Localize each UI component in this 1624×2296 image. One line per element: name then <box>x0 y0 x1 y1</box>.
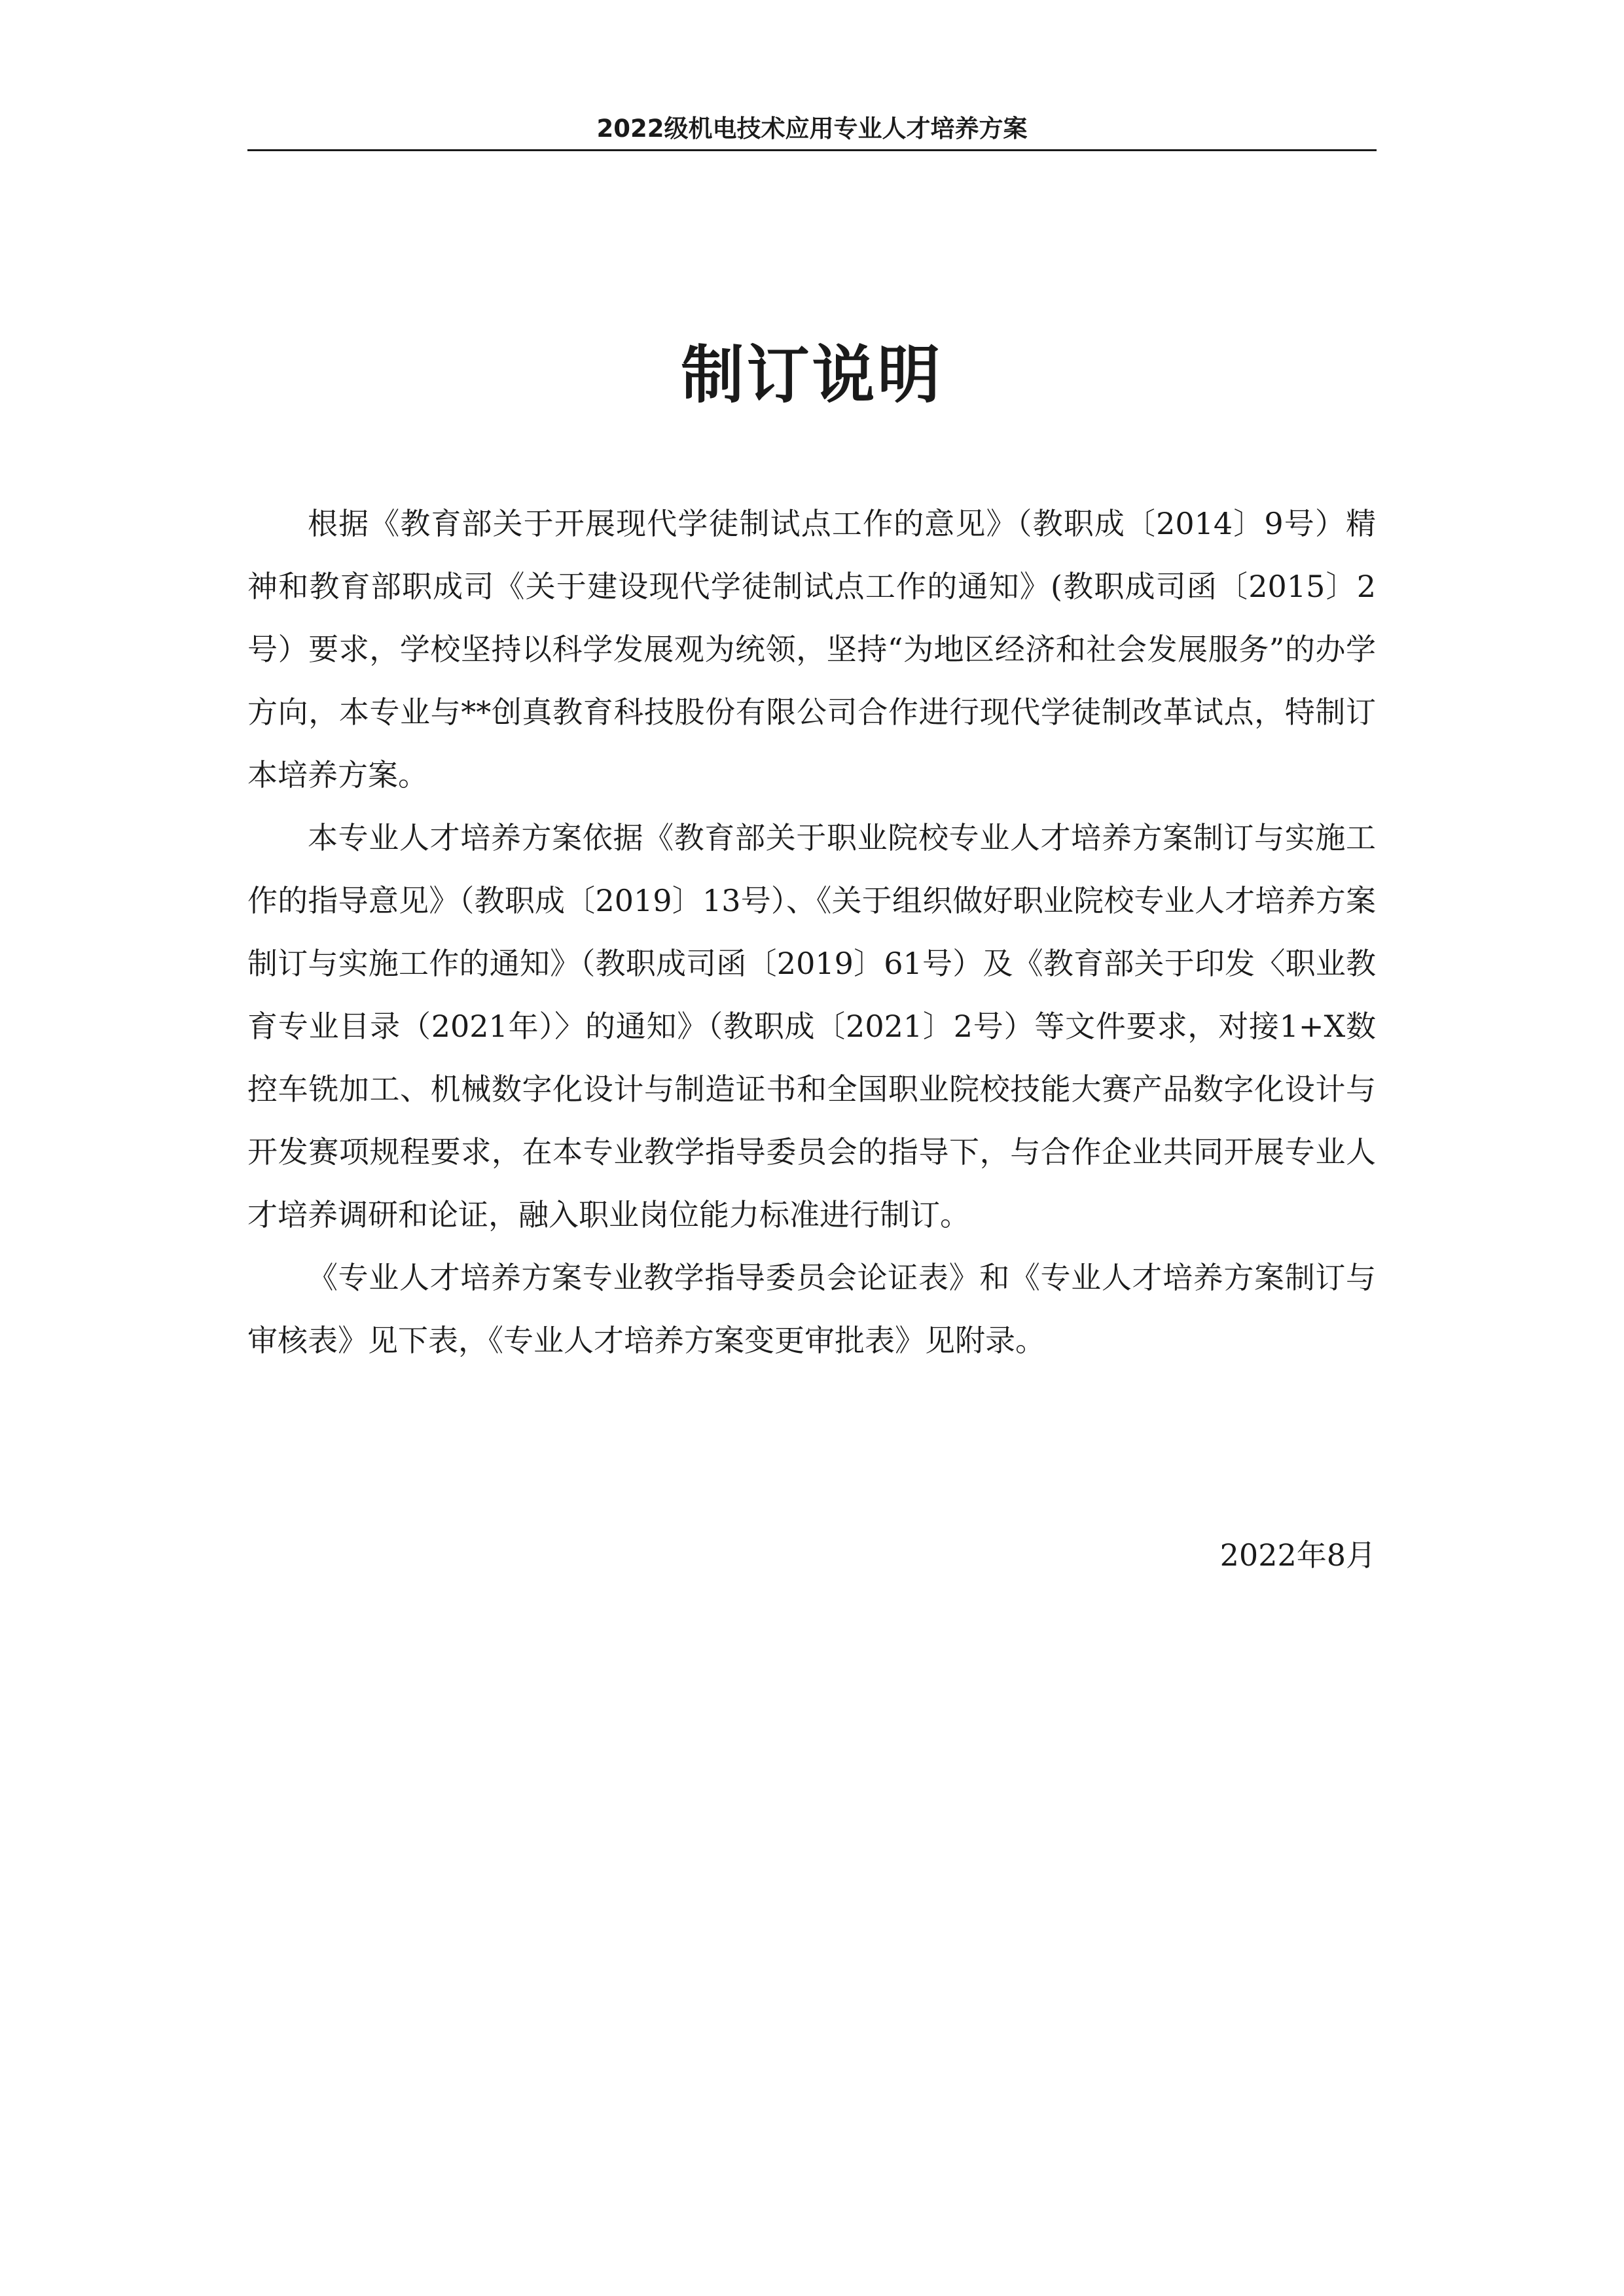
document-body <box>247 492 1376 1372</box>
paragraph-2: 本专业人才培养方案依据《教育部关于职业院校专业人才培养方案制订与实施工作的指导意见》（教职成〔2019〕13号）、《关于组织做好职业院校专业人才培养方案制订与实施工作的通知》（教职成司函〔2019〕61号）及《教育部关于印发〈职业教育专业目录（2021年）〉的通知》（教职成〔2021〕2号）等文件要求，对接1+X数控车铣加工、机械数字化设计与制造证书和全国职业院校技能大赛产品数字化设计与开发赛项规程要求，在本专业教学指导委员会的指导下，与合作企业共同开展专业人才培养调研和论证，融入职业岗位能力标准进行制订。 <box>247 820 1376 1232</box>
header-rule <box>247 149 1377 151</box>
paragraph-1: 根据《教育部关于开展现代学徒制试点工作的意见》（教职成〔2014〕9号）精神和教育部职成司《关于建设现代学徒制试点工作的通知》(教职成司函〔2015〕2号）要求，学校坚持以科学发展观为统领，坚持“为地区经济和社会发展服务”的办学方向，本专业与**创真教育科技股份有限公司合作进行现代学徒制改革试点，特制订本培养方案。 <box>247 506 1376 793</box>
page-title: 制订说明 <box>681 338 943 412</box>
document-date: 2022年8月 <box>1219 1537 1376 1573</box>
paragraph-3: 《专业人才培养方案专业教学指导委员会论证表》和《专业人才培养方案制订与审核表》见下表，《专业人才培养方案变更审批表》见附录。 <box>247 1260 1376 1358</box>
running-header: 2022级机电技术应用专业人才培养方案 <box>596 115 1028 143</box>
